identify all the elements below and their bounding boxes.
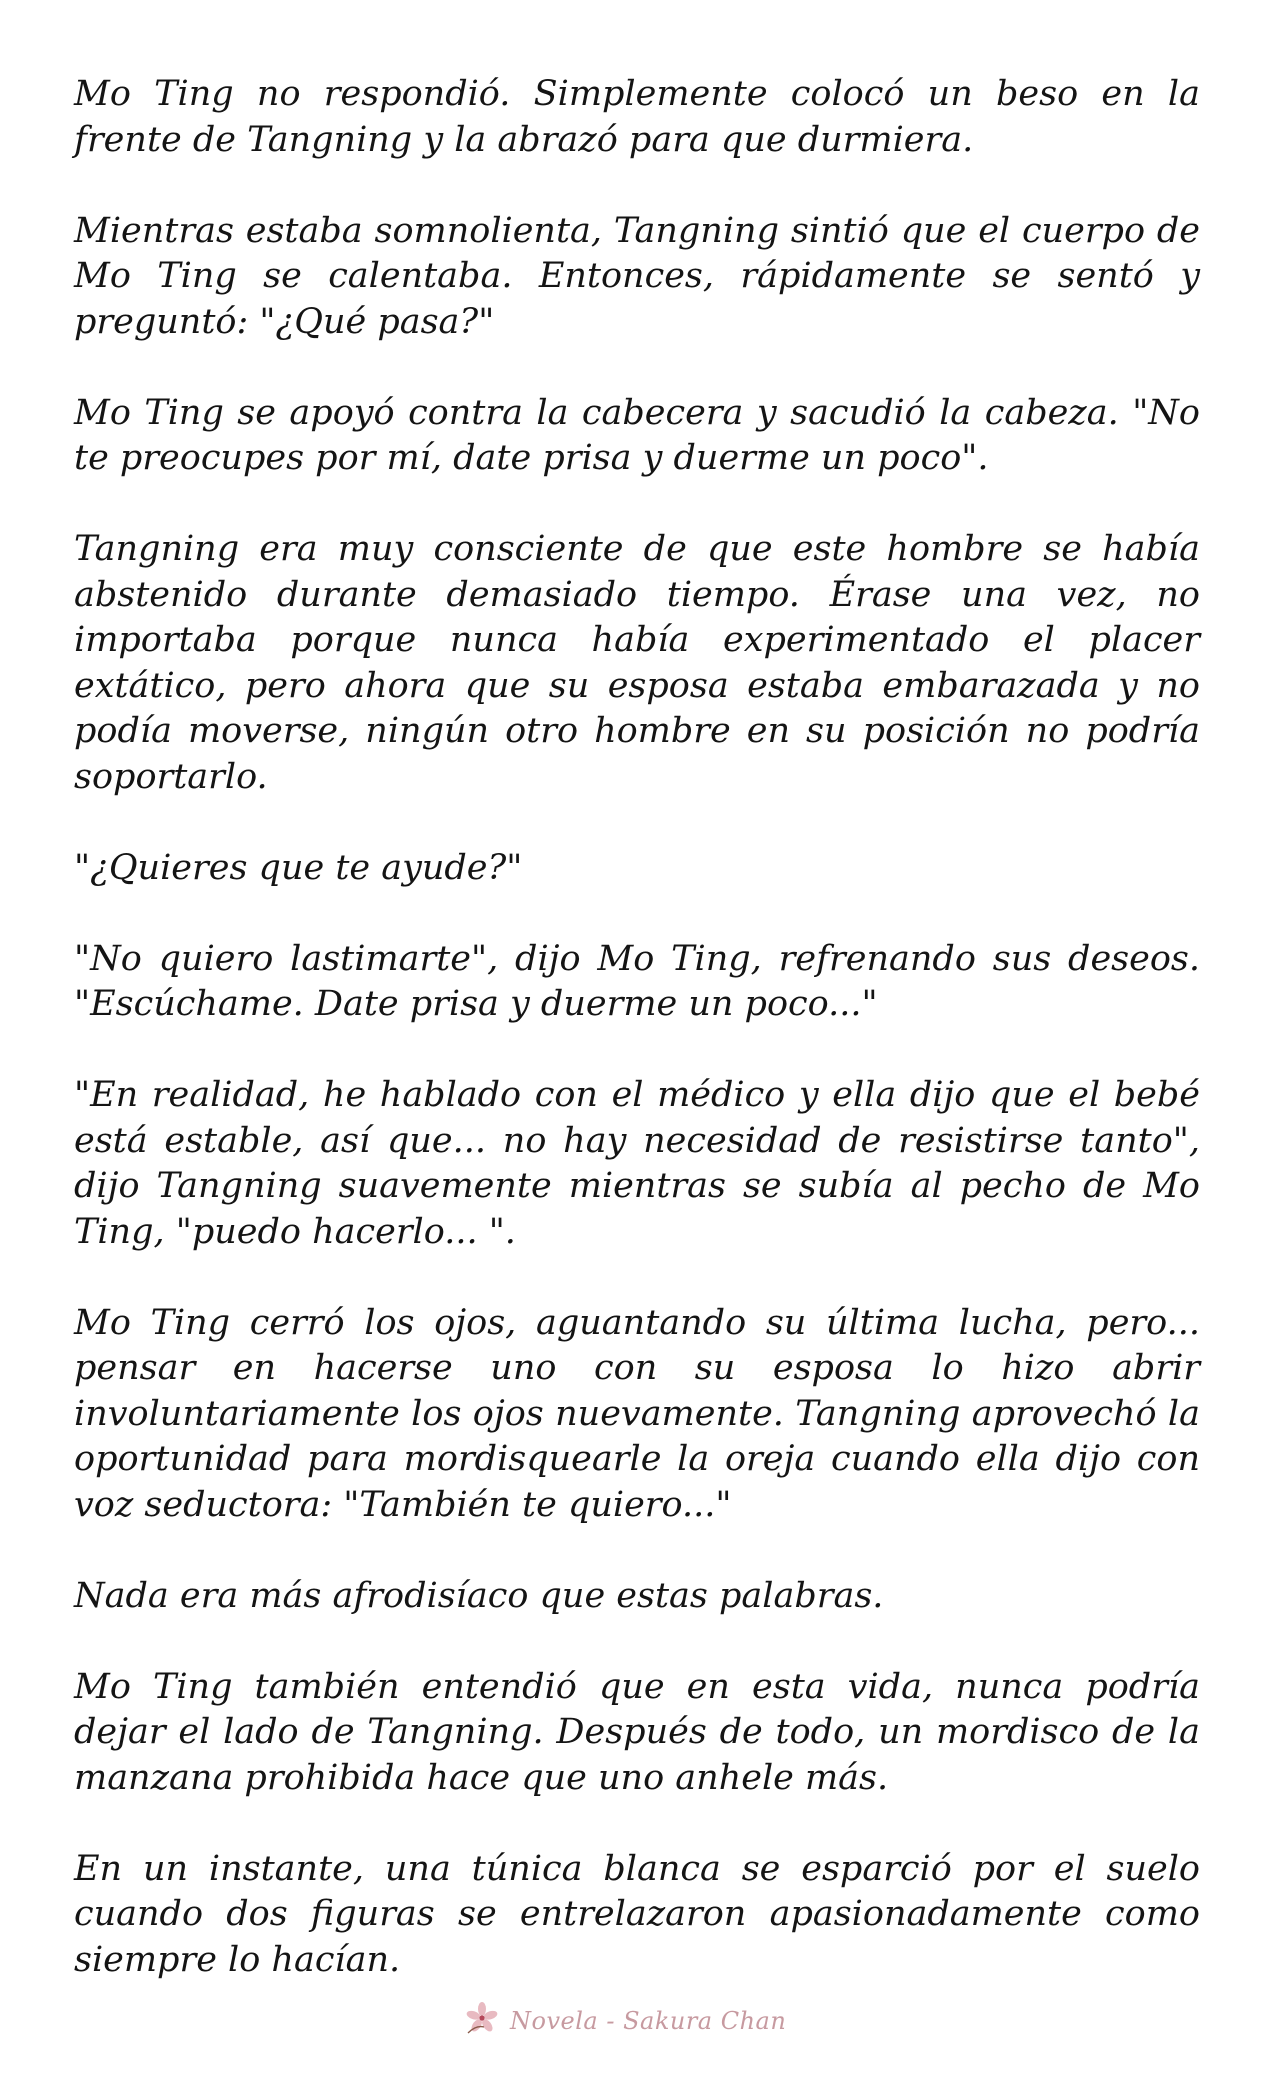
paragraph-4: Tangning era muy consciente de que este hombre se había abstenido durante demasiado tiempo. Érase una vez, no importaba porque nunca había experimentado el placer extático, pero ahora que su esposa estaba embarazada y no podía moverse, ningún otro hombre en su posición no podría soportarlo. <box>74 529 1200 797</box>
sakura-flower-icon <box>462 1999 502 2044</box>
paragraph-5: "¿Quieres que te ayude?" <box>74 847 523 888</box>
paragraph-1: Mo Ting no respondió. Simplemente colocó un beso en la frente de Tangning y la abrazó para que durmiera. <box>74 74 1200 160</box>
paragraph-2: Mientras estaba somnolienta, Tangning sintió que el cuerpo de Mo Ting se calentaba. Entonces, rápidamente se sentó y preguntó: "¿Qué pasa?" <box>74 210 1200 342</box>
paragraph-11: En un instante, una túnica blanca se esparció por el suelo cuando dos figuras se entrelazaron apasionadamente como siempre lo hacían. <box>74 1848 1200 1980</box>
paragraph-8: Mo Ting cerró los ojos, aguantando su última lucha, pero... pensar en hacerse uno con su esposa lo hizo abrir involuntariamente los ojos nuevamente. Tangning aprovechó la oportunidad para mordisquearle la oreja cuando ella dijo con voz seductora: "También te quiero..." <box>74 1302 1200 1525</box>
watermark-text: Novela - Sakura Chan <box>510 2007 787 2035</box>
paragraph-10: Mo Ting también entendió que en esta vida, nunca podría dejar el lado de Tangning. Después de todo, un mordisco de la manzana prohibida hace que uno anhele más. <box>74 1666 1200 1798</box>
paragraph-7: "En realidad, he hablado con el médico y ella dijo que el bebé está estable, así que... no hay necesidad de resistirse tanto", dijo Tangning suavemente mientras se subía al pecho de Mo Ting, "puedo hacerlo... ". <box>74 1075 1200 1252</box>
paragraph-3: Mo Ting se apoyó contra la cabecera y sacudió la cabeza. "No te preocupes por mí, date prisa y duerme un poco". <box>74 392 1200 478</box>
paragraph-9: Nada era más afrodisíaco que estas palabras. <box>74 1575 884 1616</box>
watermark <box>462 1996 842 2046</box>
chapter-text <box>74 72 1200 1983</box>
paragraph-6: "No quiero lastimarte", dijo Mo Ting, refrenando sus deseos. "Escúchame. Date prisa y duerme un poco..." <box>74 938 1200 1024</box>
